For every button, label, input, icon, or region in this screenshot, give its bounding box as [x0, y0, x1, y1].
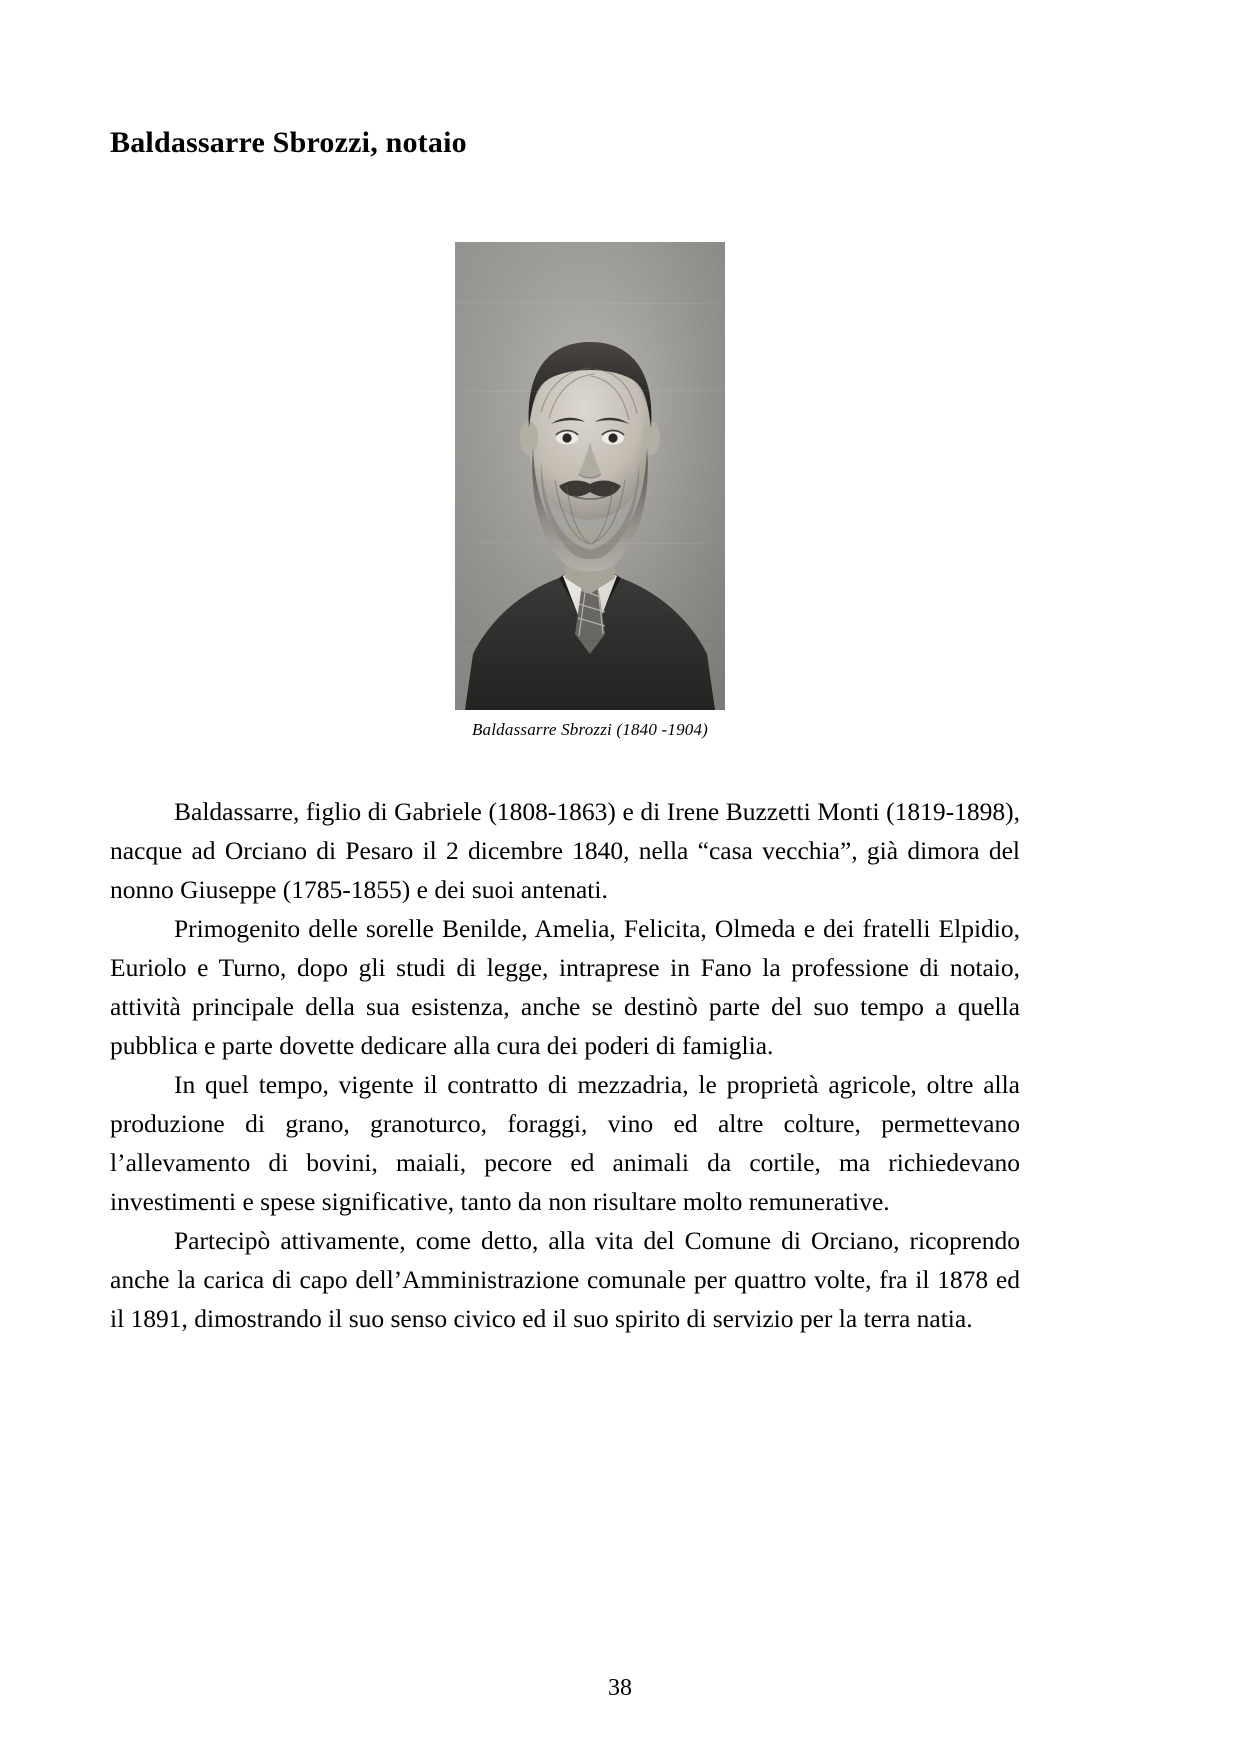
portrait-photo: [455, 242, 725, 710]
paragraph-1: Baldassarre, figlio di Gabriele (1808-1863) e di Irene Buzzetti Monti (1819-1898), nacque ad Orciano di Pesaro il 2 dicembre 1840, nella “casa vecchia”, già dimora del nonno Giuseppe (1785-1855) e dei suoi antenati.: [110, 797, 1020, 904]
paragraph-2: Primogenito delle sorelle Benilde, Amelia, Felicita, Olmeda e dei fratelli Elpidio, Euriolo e Turno, dopo gli studi di legge, intraprese in Fano la professione di notaio, attività principale della sua esistenza, anche se destinò parte del suo tempo a quella pubblica e parte dovette dedicare alla cura dei poderi di famiglia.: [110, 914, 1020, 1060]
figure-portrait: [455, 242, 725, 740]
paragraph-3: In quel tempo, vigente il contratto di mezzadria, le proprietà agricole, oltre alla produzione di grano, granoturco, foraggi, vino ed altre colture, permettevano l’allevamento di bovini, maiali, pecore ed animali da cortile, ma richiedevano investimenti e spese significative, tanto da non risultare molto remunerative.: [110, 1070, 1020, 1216]
paragraph-4: Partecipò attivamente, come detto, alla vita del Comune di Orciano, ricoprendo anche la carica di capo dell’Amministrazione comunale per quattro volte, fra il 1878 ed il 1891, dimostrando il suo senso civico ed il suo spirito di servizio per la terra natia.: [110, 1226, 1020, 1333]
figure-caption: Baldassarre Sbrozzi (1840 -1904): [471, 720, 709, 739]
page-title: Baldassarre Sbrozzi, notaio: [110, 126, 467, 159]
page-number: 38: [608, 1675, 632, 1701]
body-text: [110, 792, 1020, 1338]
